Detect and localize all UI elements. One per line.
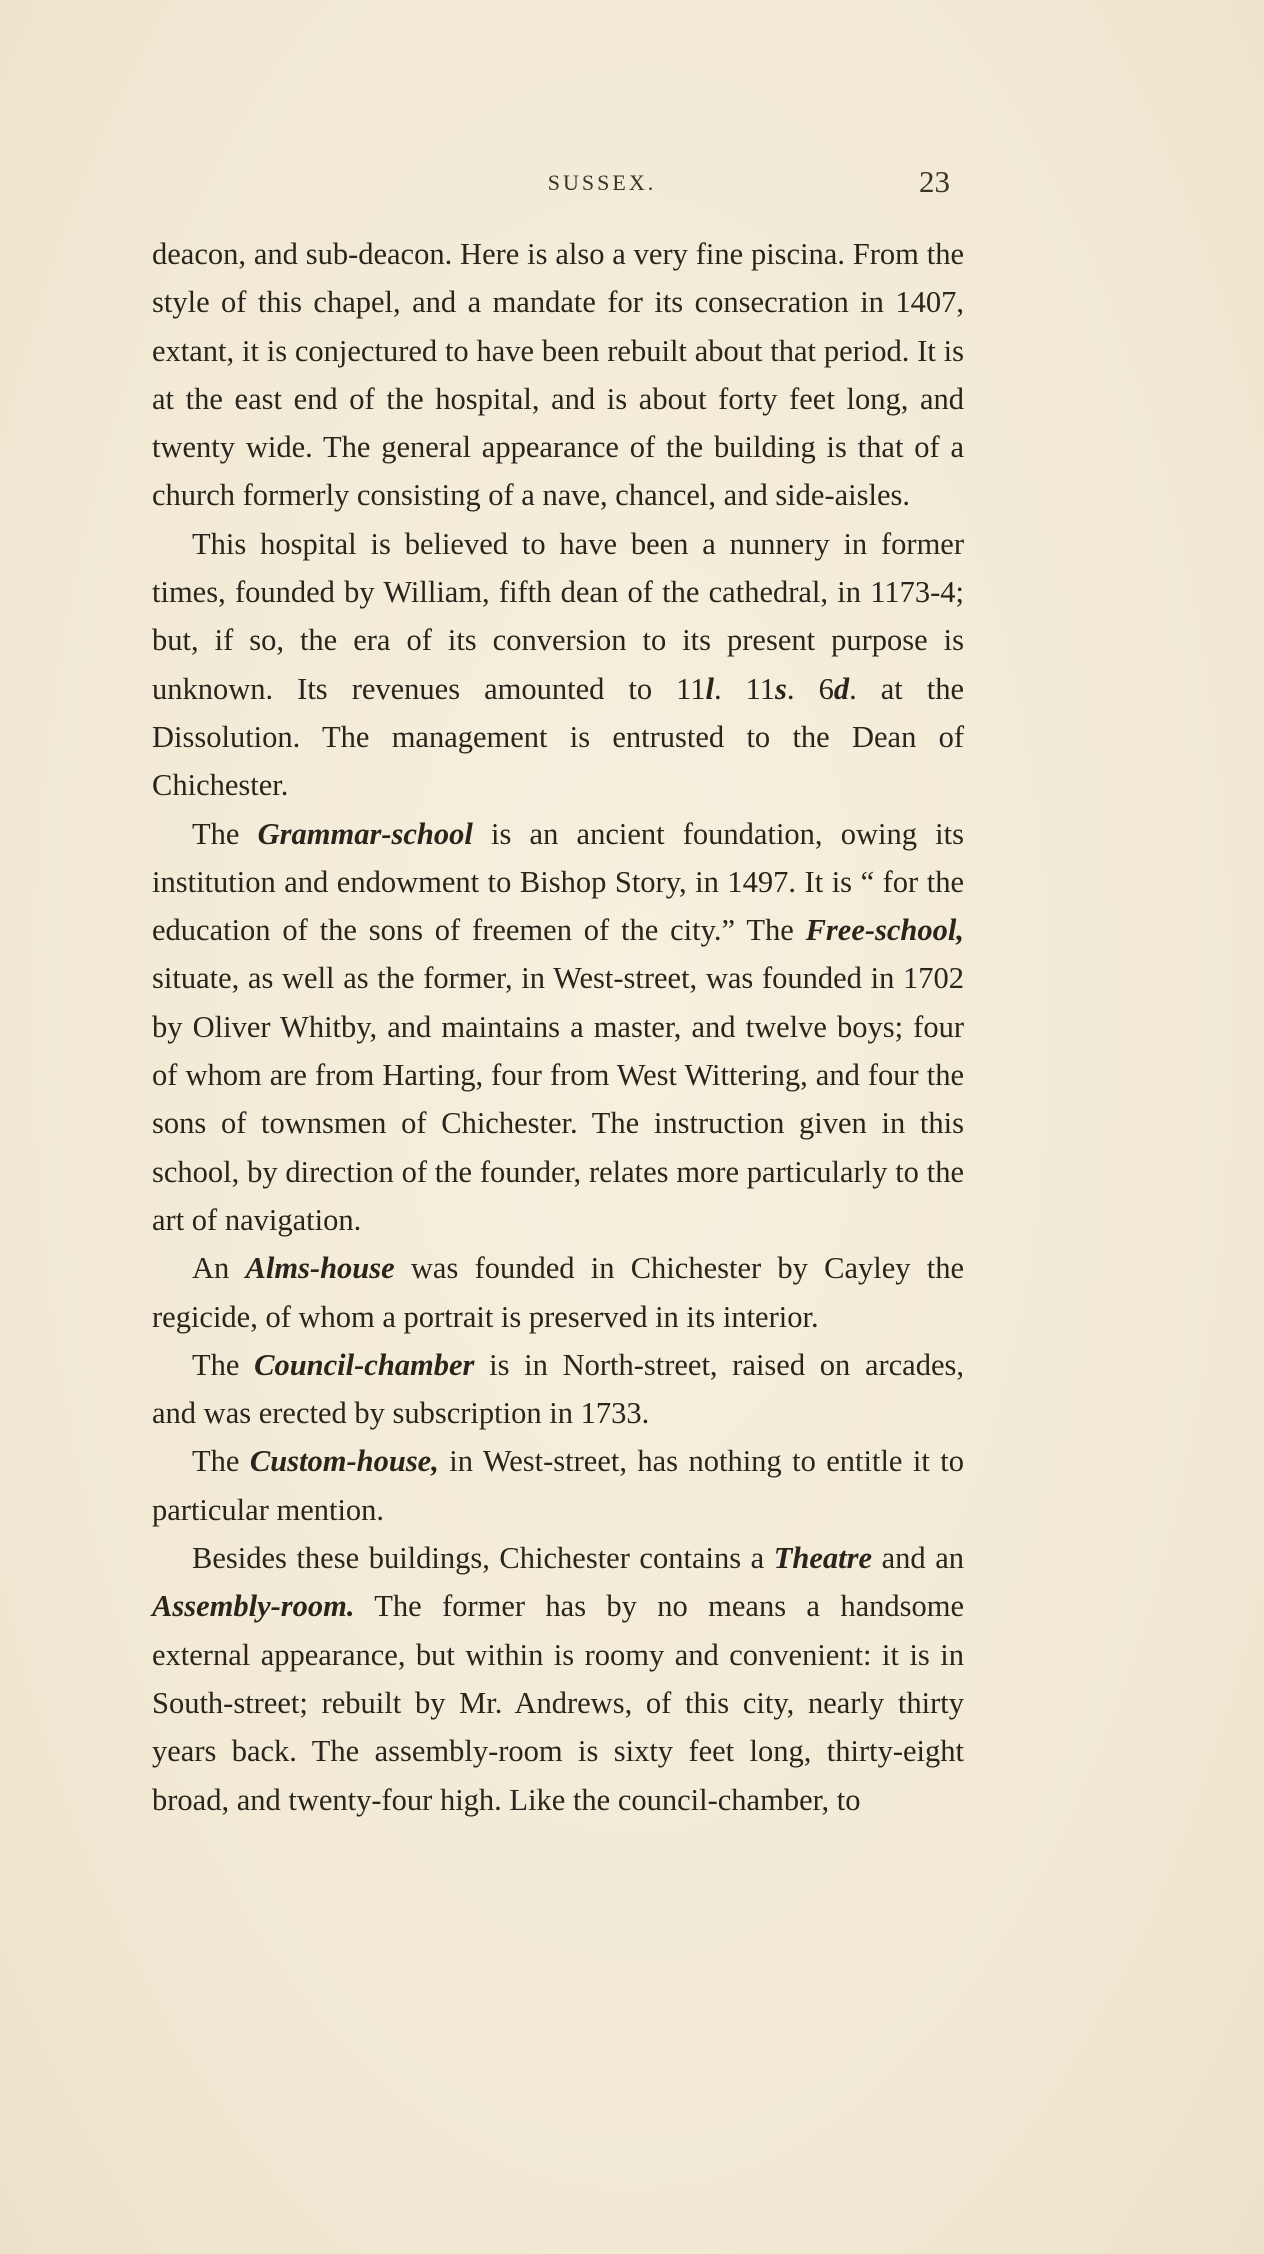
text-run: is an ancient foundation, owing its institution and endowment to Bishop Story, in 1497. It is “ for the education of the sons of freemen of the city.” The — [152, 816, 964, 948]
text-run: The — [192, 816, 258, 851]
text-run: in West-street, has nothing to entitle it to particular mention. — [152, 1444, 965, 1527]
italic-term: Custom-house, — [249, 1444, 439, 1479]
text-run: deacon, and sub-deacon. Here is also a very fine piscina. From the style of this chapel, and a mandate for its consecration in 1407, extant, it is conjectured to have been rebuilt about that period. It is at the east end of the hospital, and is about forty feet long, and twenty wide. The general appearance of the building is that of a church formerly consisting of a nave, chancel, and side-aisles. — [152, 237, 964, 513]
paragraph — [152, 1341, 964, 1438]
running-title: SUSSEX. — [547, 170, 657, 195]
italic-term: s — [775, 671, 787, 706]
text-run: and an — [872, 1541, 965, 1576]
italic-term: Free-school, — [805, 913, 964, 948]
paragraph — [152, 1244, 964, 1341]
text-run: . 11 — [714, 671, 776, 706]
text-run: was founded in Chichester by Cayley the regicide, of whom a portrait is preserved in its interior. — [152, 1251, 964, 1334]
text-run: . at the Dissolution. The management is entrusted to the Dean of Chichester. — [152, 671, 965, 803]
body-text — [152, 230, 964, 1824]
italic-term: Assembly-room. — [152, 1589, 355, 1624]
text-run: Besides these buildings, Chichester contains a — [192, 1541, 774, 1576]
paragraph — [152, 520, 964, 810]
text-run: The former has by no means a handsome external appearance, but within is roomy and convenient: it is in South-street; rebuilt by Mr. Andrews, of this city, nearly thirty years back. The assembly-room is sixty feet long, thirty-eight broad, and twenty-four high. Like the council-chamber, to — [152, 1589, 964, 1817]
italic-term: Grammar-school — [257, 816, 473, 851]
italic-term: l — [705, 671, 715, 706]
page-number: 23 — [919, 164, 950, 199]
paragraph — [152, 810, 964, 1245]
text-run: situate, as well as the former, in West-street, was founded in 1702 by Oliver Whitby, and maintains a master, and twelve boys; four of whom are from Harting, four from West Wittering, and four the sons of townsmen of Chichester. The instruction given in this school, by direction of the founder, relates more particularly to the art of navigation. — [152, 961, 964, 1237]
italic-term: Council-chamber — [254, 1347, 475, 1382]
italic-term: d — [833, 671, 850, 706]
italic-term: Theatre — [773, 1541, 873, 1576]
text-run: The — [192, 1347, 255, 1382]
paragraph — [152, 230, 964, 520]
paragraph — [152, 1534, 964, 1824]
running-head — [0, 164, 1264, 210]
italic-term: Alms-house — [245, 1251, 395, 1286]
text-run: This hospital is believed to have been a nunnery in former times, founded by William, fifth dean of the cathedral, in 1173-4; but, if so, the era of its conversion to its present purpose is unknown. Its revenues amounted to 11 — [152, 526, 964, 706]
text-run: is in North-street, raised on arcades, and was erected by subscription in 1733. — [152, 1347, 965, 1431]
paragraph — [152, 1437, 964, 1534]
text-run: . 6 — [786, 671, 834, 706]
text-run: An — [192, 1251, 246, 1286]
text-run: The — [192, 1444, 250, 1479]
